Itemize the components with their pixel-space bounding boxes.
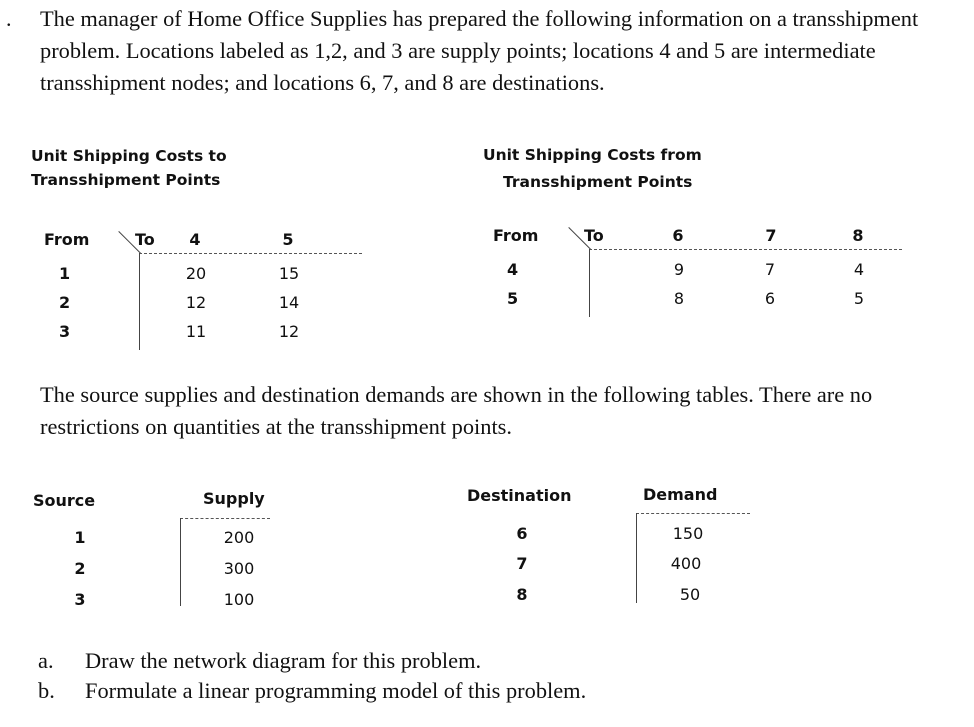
supply-header: Supply	[203, 489, 265, 508]
supply-value: 200	[223, 528, 255, 547]
table1-title-line2: Transshipment Points	[31, 171, 221, 189]
intro-paragraph: The manager of Home Office Supplies has prepared the following information on a transshipment problem. Locations labeled as 1,2, and 3 are supply points; locations 4 and 5 are intermediate transshipment nodes; and locations 6, 7, and 8 are destinations.	[40, 6, 919, 95]
table1-cell: 11	[185, 322, 207, 341]
supply-column-rule	[180, 518, 181, 606]
table2-row-label: 4	[507, 260, 519, 279]
supply-value: 300	[223, 559, 255, 578]
table2-cell: 8	[673, 289, 685, 308]
supply-row-label: 1	[74, 528, 86, 547]
supply-row-label: 3	[74, 590, 86, 609]
question-a	[0, 647, 974, 675]
table1-row-label: 3	[59, 322, 71, 341]
supply-header-rule	[180, 518, 270, 519]
table1-to-header: To	[135, 230, 155, 249]
table2-column-rule	[589, 249, 590, 317]
demand-value: 150	[672, 524, 704, 543]
supply-row-label: 2	[74, 559, 86, 578]
table2-cell: 7	[764, 260, 776, 279]
table1-col-header: 5	[282, 230, 294, 249]
question-text: Formulate a linear programming model of this problem.	[85, 678, 587, 703]
table2-cell: 6	[764, 289, 776, 308]
table1-cell: 14	[278, 293, 300, 312]
demand-destination-header: Destination	[467, 486, 572, 505]
demand-row-label: 6	[516, 524, 528, 543]
table1-title-line1: Unit Shipping Costs to	[31, 147, 227, 165]
question-letter: b.	[38, 678, 55, 703]
table2-cell: 5	[853, 289, 865, 308]
table1-cell: 12	[185, 293, 207, 312]
table1-cell: 20	[185, 264, 207, 283]
table2-row-label: 5	[507, 289, 519, 308]
demand-column-rule	[636, 513, 637, 603]
demand-value: 50	[679, 585, 701, 604]
question-letter: a.	[38, 648, 54, 673]
table2-col-header: 8	[852, 226, 864, 245]
demand-header-rule	[636, 513, 750, 514]
table1-cell: 15	[278, 264, 300, 283]
table1-cell: 12	[278, 322, 300, 341]
demand-row-label: 8	[516, 585, 528, 604]
table2-cell: 4	[853, 260, 865, 279]
table1-col-header: 4	[189, 230, 201, 249]
table2-cell: 9	[673, 260, 685, 279]
intro-bullet: .	[6, 6, 12, 31]
table2-from-header: From	[493, 226, 539, 245]
table2-to-header: To	[584, 226, 604, 245]
demand-header: Demand	[643, 485, 718, 504]
supply-value: 100	[223, 590, 255, 609]
table1-row-label: 1	[59, 264, 71, 283]
supplies-demands-paragraph: The source supplies and destination demands are shown in the following tables. There are no restrictions on quantities at the transshipment points.	[40, 382, 873, 439]
demand-row-label: 7	[516, 554, 528, 573]
supply-source-header: Source	[33, 491, 96, 510]
table1-column-rule	[139, 253, 140, 350]
table2-title-line2: Transshipment Points	[503, 173, 693, 191]
demand-value: 400	[670, 554, 702, 573]
question-text: Draw the network diagram for this problem.	[85, 648, 482, 673]
table2-header-rule	[589, 249, 902, 250]
table2-col-header: 6	[672, 226, 684, 245]
table2-title-line1: Unit Shipping Costs from	[483, 146, 702, 164]
table1-row-label: 2	[59, 293, 71, 312]
table1-from-header: From	[44, 230, 90, 249]
question-b	[0, 677, 974, 705]
table1-header-rule	[139, 253, 362, 254]
table2-col-header: 7	[765, 226, 777, 245]
